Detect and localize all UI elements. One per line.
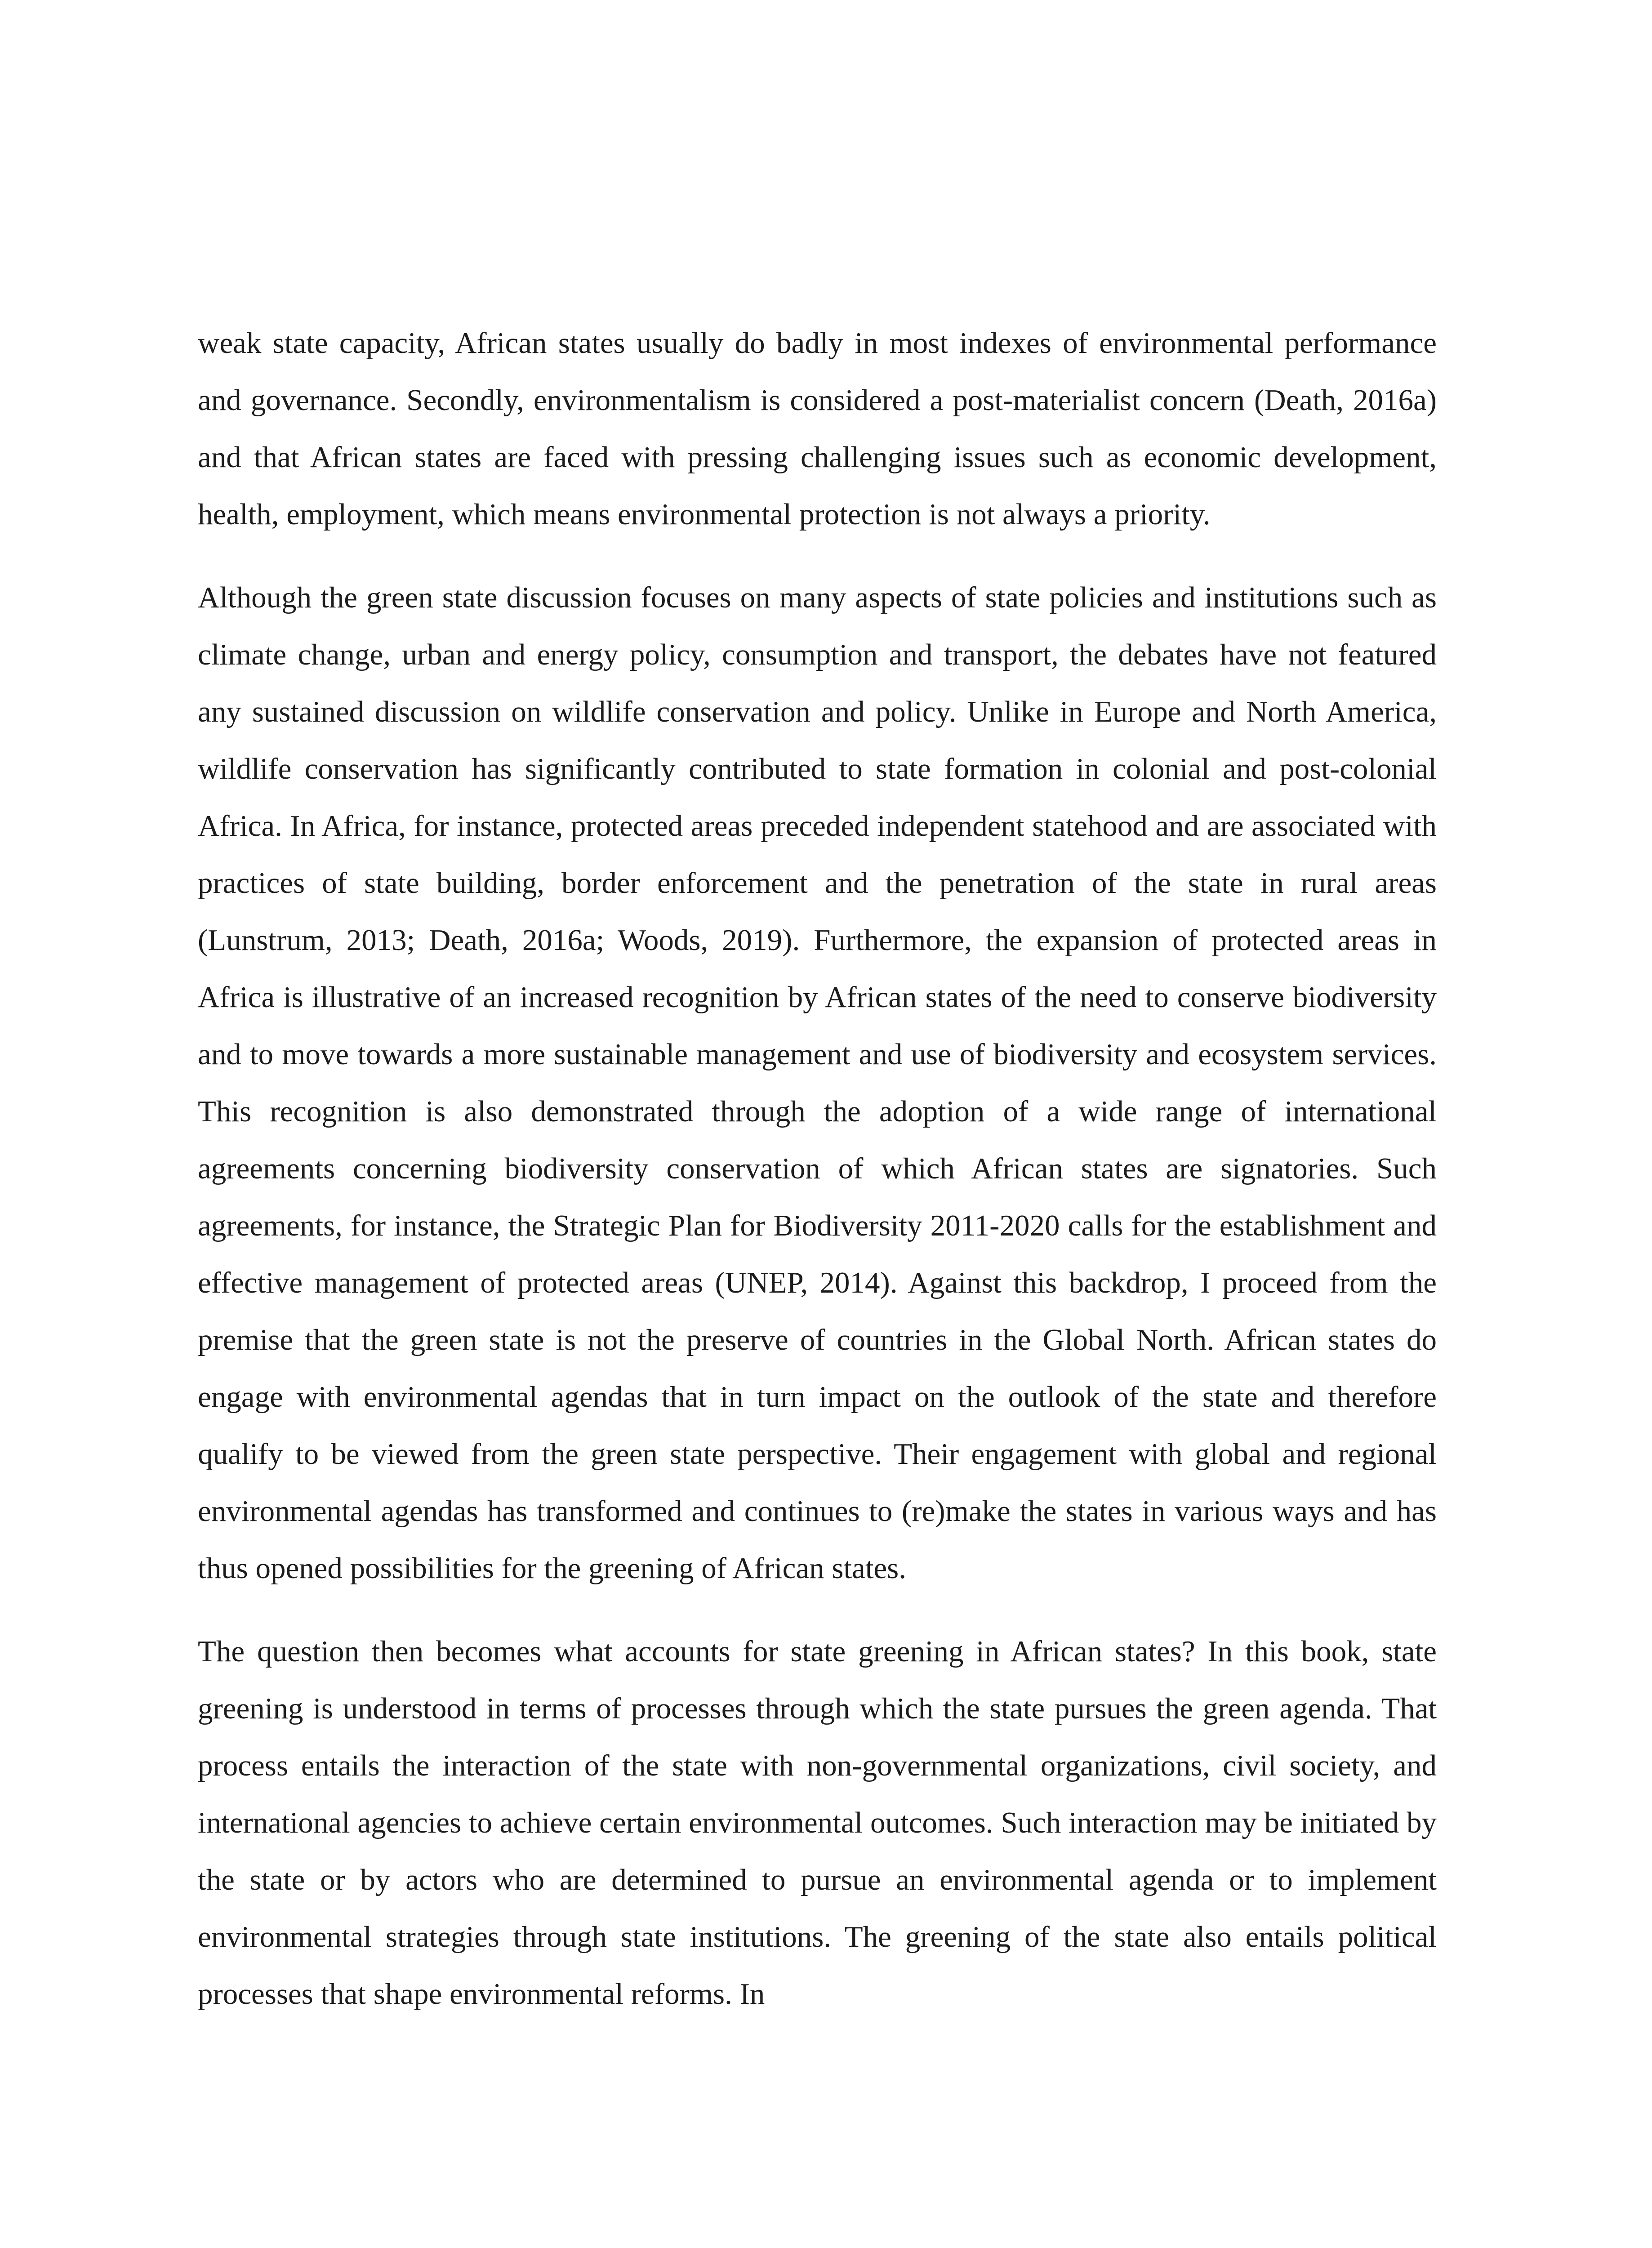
body-text xyxy=(198,315,1437,2023)
paragraph-1: weak state capacity, African states usually do badly in most indexes of environmental performance and governance. Secondly, environmentalism is considered a post-materialist concern (Death, 2016a) and that African states are faced with pressing challenging issues such as economic development, health, employment, which means environmental protection is not always a priority. xyxy=(198,326,1437,531)
paragraph-2: Although the green state discussion focuses on many aspects of state policies and institutions such as climate change, urban and energy policy, consumption and transport, the debates have not featured any sustained discussion on wildlife conservation and policy. Unlike in Europe and North America, wildlife conservation has significantly contributed to state formation in colonial and post-colonial Africa. In Africa, for instance, protected areas preceded independent statehood and are associated with practices of state building, border enforcement and the penetration of the state in rural areas (Lunstrum, 2013; Death, 2016a; Woods, 2019). Furthermore, the expansion of protected areas in Africa is illustrative of an increased recognition by African states of the need to conserve biodiversity and to move towards a more sustainable management and use of biodiversity and ecosystem services. This recognition is also demonstrated through the adoption of a wide range of international agreements concerning biodiversity conservation of which African states are signatories. Such agreements, for instance, the Strategic Plan for Biodiversity 2011-2020 calls for the establishment and effective management of protected areas (UNEP, 2014). Against this backdrop, I proceed from the premise that the green state is not the preserve of countries in the Global North. African states do engage with environmental agendas that in turn impact on the outlook of the state and therefore qualify to be viewed from the green state perspective. Their engagement with global and regional environmental agendas has transformed and continues to (re)make the states in various ways and has thus opened possibilities for the greening of African states. xyxy=(198,581,1437,1585)
paragraph-3: The question then becomes what accounts for state greening in African states? In this book, state greening is understood in terms of processes through which the state pursues the green agenda. That process entails the interaction of the state with non-governmental organizations, civil society, and international agencies to achieve certain environmental outcomes. Such interaction may be initiated by the state or by actors who are determined to pursue an environmental agenda or to implement environmental strategies through state institutions. The greening of the state also entails political processes that shape environmental reforms. In xyxy=(198,1635,1437,2011)
